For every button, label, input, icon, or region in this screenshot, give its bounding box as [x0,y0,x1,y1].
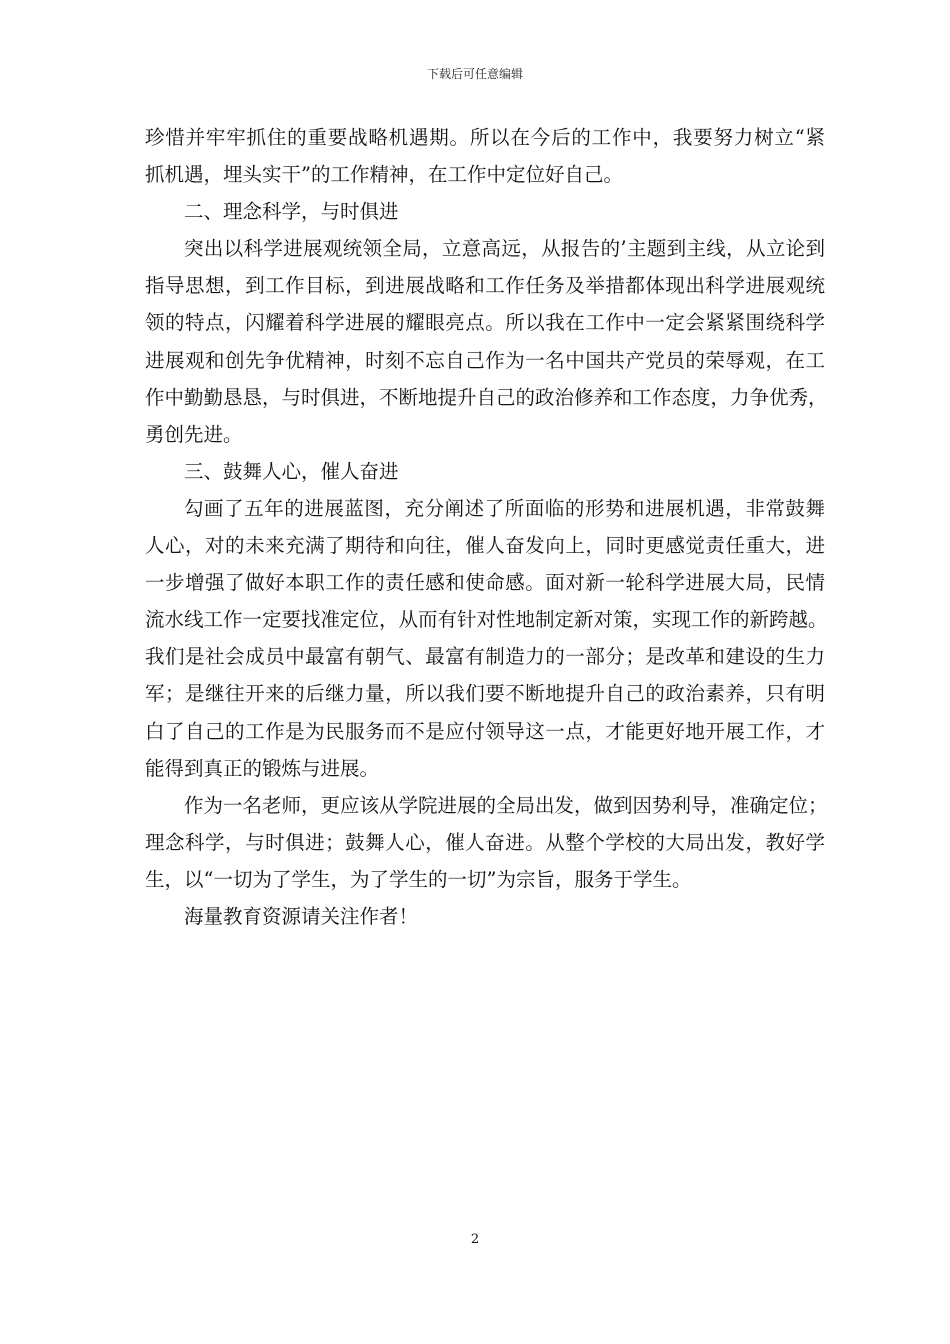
text-line: 指导思想，到工作目标，到进展战略和工作任务及举措都体现出科学进展观统 [145,274,825,298]
page-number: 2 [470,1232,480,1247]
text-line: 勾画了五年的进展蓝图，充分阐述了所面临的形势和进展机遇，非常鼓舞 [184,496,825,520]
section-heading: 三、鼓舞人心，催人奋进 [184,459,399,483]
text-line: 我们是社会成员中最富有朝气、最富有制造力的一部分；是改革和建设的生力 [145,645,825,669]
closing-note [145,898,825,935]
text-line: 一步增强了做好本职工作的责任感和使命感。面对新一轮科学进展大局，民情 [145,571,825,595]
text-line: 生，以“一切为了学生，为了学生的一切”为宗旨，服务于学生。 [145,867,692,891]
text-line: 人心，对的未来充满了期待和向往，催人奋发向上，同时更感觉责任重大，进 [145,534,825,558]
paragraph-inspire [145,490,828,787]
paragraph-continuation [145,119,825,193]
document-body [145,119,828,935]
section-heading: 二、理念科学，与时俱进 [184,200,399,224]
page-header-note: 下载后可任意编辑 [426,67,523,81]
text-line: 作中勤勤恳恳，与时俱进，不断地提升自己的政治修养和工作态度，力争优秀， [145,385,828,409]
text-line: 能得到真正的锻炼与进展。 [145,756,380,780]
text-line: 勇创先进。 [145,422,243,446]
text-line: 突出以科学进展观统领全局，立意高远，从报告的’主题到主线，从立论到 [184,237,825,261]
text-line: 白了自己的工作是为民服务而不是应付领导这一点，才能更好地开展工作，才 [145,719,825,743]
text-line: 流水线工作一定要找准定位，从而有针对性地制定新对策，实现工作的新跨越。 [145,608,828,632]
paragraph-science [145,230,828,453]
text-line: 珍惜并牢牢抓住的重要战略机遇期。所以在今后的工作中，我要努力树立“紧 [145,126,825,149]
text-line: 抓机遇，埋头实干”的工作精神，在工作中定位好自己。 [145,163,623,187]
text-line: 作为一名老师，更应该从学院进展的全局出发，做到因势利导，准确定位； [184,793,828,817]
text-line: 领的特点，闪耀着科学进展的耀眼亮点。所以我在工作中一定会紧紧围绕科学 [145,311,825,335]
section-heading-2 [145,193,825,230]
section-heading-3 [145,453,825,490]
text-line: 理念科学，与时俱进；鼓舞人心，催人奋进。从整个学校的大局出发，教好学 [145,830,825,854]
text-line: 进展观和创先争优精神，时刻不忘自己作为一名中国共产党员的荣辱观，在工 [145,348,825,372]
text-line: 军；是继往开来的后继力量，所以我们要不断地提升自己的政治素养，只有明 [145,682,825,706]
paragraph-teacher [145,787,828,898]
text-line: 海量教育资源请关注作者！ [184,904,419,928]
